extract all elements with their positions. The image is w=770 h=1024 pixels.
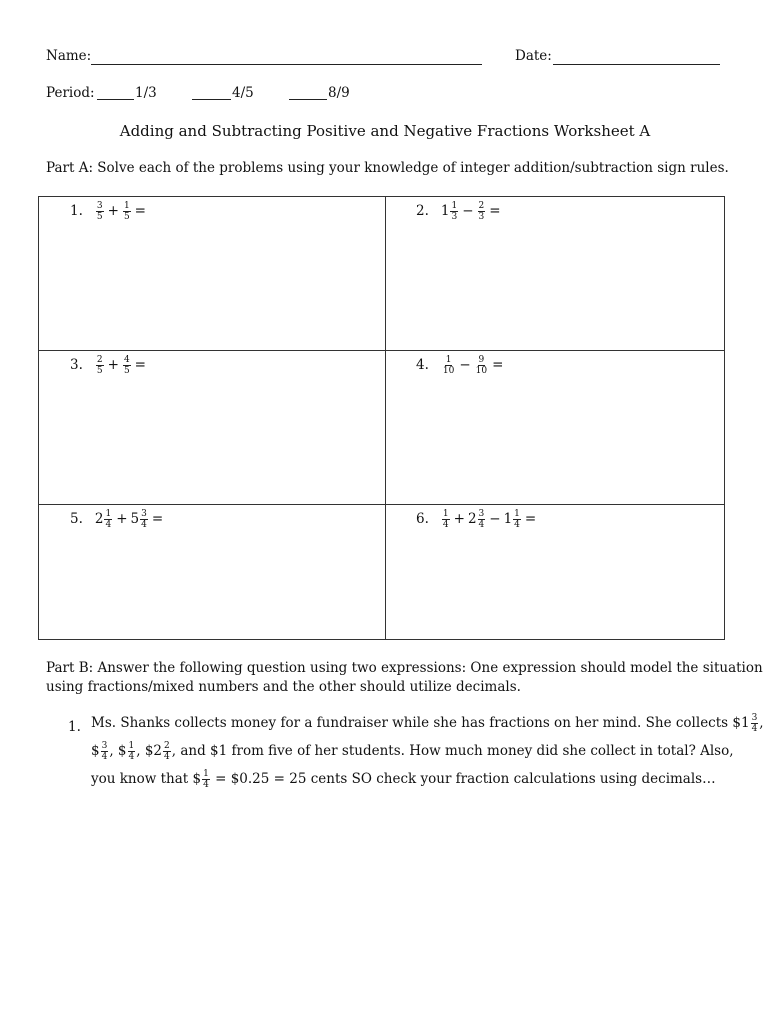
fraction: $\frac{2}{3}$ <box>478 201 485 222</box>
whole-number: 1 <box>503 511 513 527</box>
operator: − <box>462 203 474 219</box>
problem-cell-6[interactable] <box>386 505 724 639</box>
name-field[interactable] <box>91 64 482 65</box>
worksheet-title: Adding and Subtracting Positive and Negative Fractions Worksheet A <box>119 122 651 140</box>
problem-number: 3. <box>70 357 83 373</box>
problems-grid <box>38 196 725 640</box>
period-4-5-blank[interactable] <box>192 99 231 100</box>
problem-4 <box>416 355 506 376</box>
problem-6 <box>416 509 539 530</box>
problem-number: 2. <box>416 203 429 219</box>
fraction: $\frac{4}{5}$ <box>123 355 130 376</box>
operator: = <box>134 357 146 373</box>
question-1-line-3 <box>91 769 716 790</box>
fraction: $\frac{1}{4}$ <box>514 509 520 530</box>
period-4-5: 4/5 <box>232 85 254 101</box>
whole-number: 2 <box>467 511 477 527</box>
operator: = <box>524 511 537 527</box>
fraction-1-4: $\frac{1}{4}$ <box>128 741 135 762</box>
problem-cell-3[interactable] <box>39 351 386 505</box>
period-1-3: 1/3 <box>135 85 157 101</box>
problem-number: 5. <box>70 511 83 527</box>
period-8-9: 8/9 <box>328 85 350 101</box>
operator: + <box>116 511 128 527</box>
operator: + <box>453 511 465 527</box>
problem-1 <box>70 201 149 222</box>
problem-5 <box>70 509 166 530</box>
whole-number: 1 <box>440 203 450 219</box>
question-1-line-1: Ms. Shanks collects money for a fundraiser while she has fractions on her mind. She collects $1 $\frac{3}{4}$ , <box>91 713 764 734</box>
question-1-line-2: $ $\frac{3}{4}$ , $ $\frac{1}{4}$ , $2 $\frac{2}{4}$ , and $1 from five of her students. How much money did she collect in total? Also, <box>91 741 734 762</box>
fraction-1-4: $\frac{1}{4}$ <box>203 769 209 790</box>
date-field[interactable] <box>553 64 720 65</box>
part-a-instructions: Part A: Solve each of the problems using your knowledge of integer addition/subtraction sign rules. <box>46 160 729 176</box>
fraction-3-4: $\frac{3}{4}$ <box>101 741 108 762</box>
problem-cell-2[interactable] <box>386 197 724 351</box>
fraction: $\frac{1}{10}$ <box>442 355 455 376</box>
fraction: $\frac{9}{10}$ <box>475 355 488 376</box>
question-1-text-2: , and $1 from five of her students. How much money did she collect in total? Also, <box>171 743 734 759</box>
operator: = <box>134 203 146 219</box>
operator: + <box>107 203 119 219</box>
question-1-text-1: Ms. Shanks collects money for a fundraiser while she has fractions on her mind. She collects $1 <box>91 715 750 731</box>
fraction: $\frac{3}{4}$ <box>478 509 485 530</box>
fraction: $\frac{1}{4}$ <box>105 509 112 530</box>
operator: + <box>107 357 119 373</box>
name-label: Name: <box>46 48 92 64</box>
problem-number: 1. <box>70 203 83 219</box>
fraction: $\frac{1}{4}$ <box>442 509 449 530</box>
period-label: Period: <box>46 85 95 101</box>
problem-number: 4. <box>416 357 429 373</box>
fraction: $\frac{3}{5}$ <box>96 201 103 222</box>
problem-number: 6. <box>416 511 429 527</box>
part-b-instructions-line-1: Part B: Answer the following question using two expressions: One expression should model the situation <box>46 660 763 676</box>
problem-cell-5[interactable] <box>39 505 386 639</box>
whole-number: 5 <box>130 511 140 527</box>
date-label: Date: <box>515 48 552 64</box>
period-8-9-blank[interactable] <box>289 99 327 100</box>
problem-2 <box>416 201 504 222</box>
question-1-text-3: you know that $ <box>91 771 202 787</box>
period-1-3-blank[interactable] <box>97 99 134 100</box>
fraction: $\frac{3}{4}$ <box>141 509 147 530</box>
operator: − <box>489 511 501 527</box>
fraction: $\frac{1}{5}$ <box>123 201 130 222</box>
problem-cell-1[interactable] <box>39 197 386 351</box>
operator: − <box>459 357 471 373</box>
operator: = <box>492 357 504 373</box>
fraction: $\frac{2}{5}$ <box>96 355 103 376</box>
operator: = <box>151 511 164 527</box>
fraction-3-4: $\frac{3}{4}$ <box>751 713 758 734</box>
problem-cell-4[interactable] <box>386 351 724 505</box>
whole-number: 2 <box>94 511 104 527</box>
question-1-text-4: = $0.25 = 25 cents SO check your fraction calculations using decimals… <box>210 771 716 787</box>
operator: = <box>489 203 501 219</box>
fraction: $\frac{1}{3}$ <box>451 201 458 222</box>
question-1-number: 1. <box>68 719 81 735</box>
problem-3 <box>70 355 149 376</box>
part-b-instructions-line-2: using fractions/mixed numbers and the other should utilize decimals. <box>46 679 521 695</box>
fraction-2-4: $\frac{2}{4}$ <box>164 741 170 762</box>
